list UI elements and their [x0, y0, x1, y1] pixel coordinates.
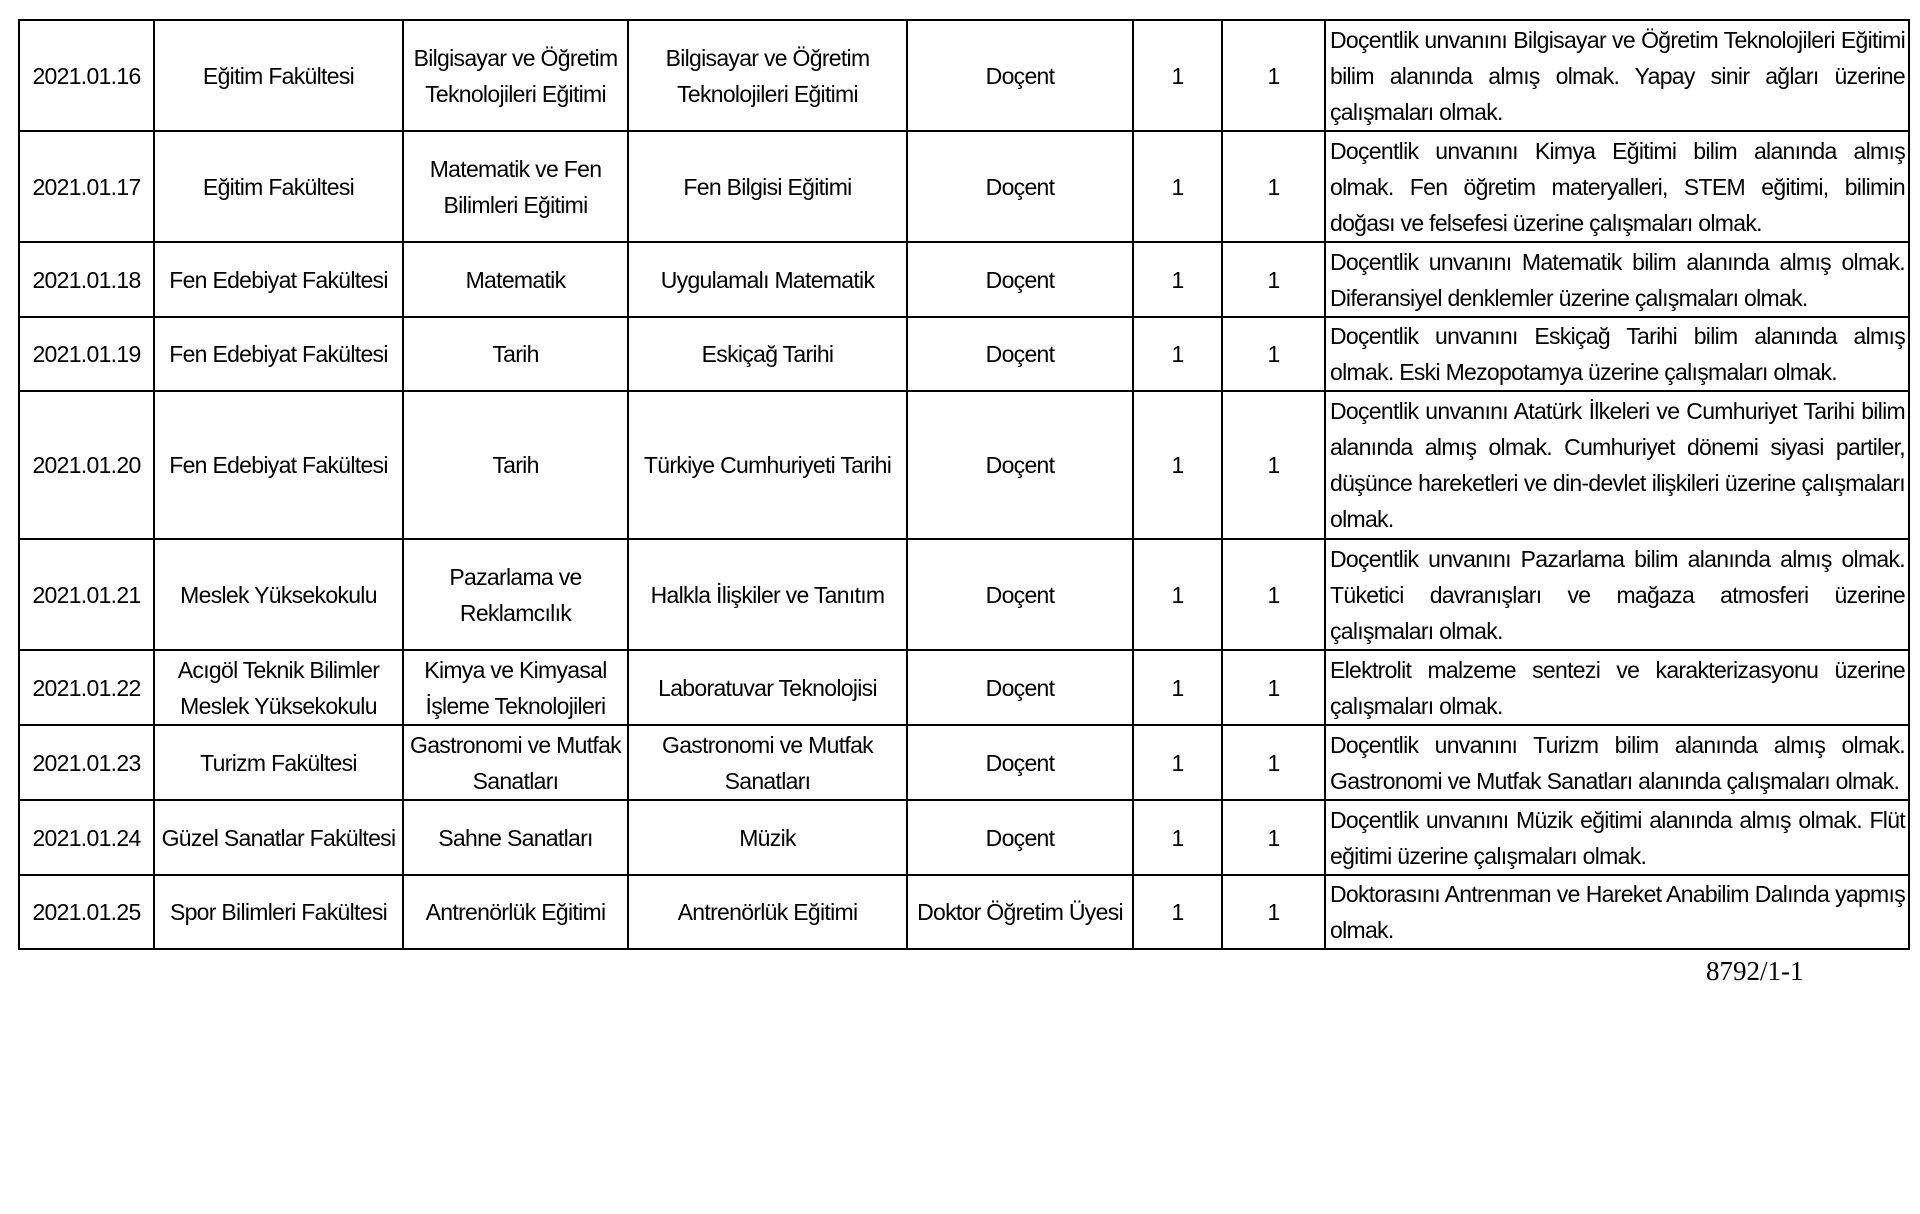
unit-cell: Fen Edebiyat Fakültesi: [154, 391, 403, 539]
academic-title-cell: Doktor Öğretim Üyesi: [907, 875, 1133, 949]
position-count-cell: 1: [1133, 875, 1222, 949]
academic-title-cell: Doçent: [907, 20, 1133, 131]
unit-cell: Spor Bilimleri Fakültesi: [154, 875, 403, 949]
requirement-cell: Doçentlik unvanını Atatürk İlkeleri ve Cumhuriyet Tarihi bilim alanında almış olmak. Cumhuriyet dönemi siyasi partiler, düşünce hareketleri ve din-devlet ilişkileri üzerine çalışmaları olmak.: [1325, 391, 1909, 539]
unit-cell: Fen Edebiyat Fakültesi: [154, 242, 403, 317]
table-row: [19, 242, 1909, 317]
position-code-cell: 2021.01.20: [19, 391, 154, 539]
program-cell: Bilgisayar ve Öğretim Teknolojileri Eğitimi: [628, 20, 907, 131]
table-row: [19, 800, 1909, 875]
position-count-cell: 1: [1133, 800, 1222, 875]
position-code-cell: 2021.01.18: [19, 242, 154, 317]
table-row: [19, 875, 1909, 949]
position-code-cell: 2021.01.24: [19, 800, 154, 875]
department-cell: Bilgisayar ve Öğretim Teknolojileri Eğitimi: [403, 20, 628, 131]
position-code-cell: 2021.01.22: [19, 650, 154, 725]
program-cell: Müzik: [628, 800, 907, 875]
unit-cell: Güzel Sanatlar Fakültesi: [154, 800, 403, 875]
academic-title-cell: Doçent: [907, 539, 1133, 650]
requirement-cell: Doçentlik unvanını Müzik eğitimi alanında almış olmak. Flüt eğitimi üzerine çalışmaları olmak.: [1325, 800, 1909, 875]
academic-title-cell: Doçent: [907, 317, 1133, 391]
unit-cell: Acıgöl Teknik Bilimler Meslek Yüksekokulu: [154, 650, 403, 725]
requirement-cell: Doçentlik unvanını Kimya Eğitimi bilim alanında almış olmak. Fen öğretim materyalleri, STEM eğitimi, bilimin doğası ve felsefesi üzerine çalışmaları olmak.: [1325, 131, 1909, 242]
program-cell: Antrenörlük Eğitimi: [628, 875, 907, 949]
unit-cell: Eğitim Fakültesi: [154, 131, 403, 242]
staff-count-cell: 1: [1222, 317, 1325, 391]
table-row: [19, 539, 1909, 650]
unit-cell: Fen Edebiyat Fakültesi: [154, 317, 403, 391]
position-code-cell: 2021.01.19: [19, 317, 154, 391]
academic-title-cell: Doçent: [907, 391, 1133, 539]
requirement-cell: Doçentlik unvanını Matematik bilim alanında almış olmak. Diferansiyel denklemler üzerine çalışmaları olmak.: [1325, 242, 1909, 317]
department-cell: Matematik ve Fen Bilimleri Eğitimi: [403, 131, 628, 242]
position-count-cell: 1: [1133, 650, 1222, 725]
department-cell: Tarih: [403, 391, 628, 539]
page-number: 8792/1-1: [1706, 956, 1804, 986]
unit-cell: Meslek Yüksekokulu: [154, 539, 403, 650]
staff-count-cell: 1: [1222, 650, 1325, 725]
position-count-cell: 1: [1133, 539, 1222, 650]
program-cell: Fen Bilgisi Eğitimi: [628, 131, 907, 242]
program-cell: Eskiçağ Tarihi: [628, 317, 907, 391]
requirement-cell: Doçentlik unvanını Pazarlama bilim alanında almış olmak. Tüketici davranışları ve mağaza atmosferi üzerine çalışmaları olmak.: [1325, 539, 1909, 650]
table-row: [19, 725, 1909, 800]
academic-title-cell: Doçent: [907, 242, 1133, 317]
staff-count-cell: 1: [1222, 875, 1325, 949]
position-count-cell: 1: [1133, 317, 1222, 391]
staff-count-cell: 1: [1222, 242, 1325, 317]
table-row: [19, 317, 1909, 391]
table-row: [19, 391, 1909, 539]
position-count-cell: 1: [1133, 725, 1222, 800]
staff-count-cell: 1: [1222, 725, 1325, 800]
staff-count-cell: 1: [1222, 131, 1325, 242]
table-row: [19, 131, 1909, 242]
table-row: [19, 650, 1909, 725]
department-cell: Kimya ve Kimyasal İşleme Teknolojileri: [403, 650, 628, 725]
academic-title-cell: Doçent: [907, 650, 1133, 725]
academic-title-cell: Doçent: [907, 725, 1133, 800]
table-row: [19, 20, 1909, 131]
program-cell: Halkla İlişkiler ve Tanıtım: [628, 539, 907, 650]
requirement-cell: Doçentlik unvanını Turizm bilim alanında almış olmak. Gastronomi ve Mutfak Sanatları alanında çalışmaları olmak.: [1325, 725, 1909, 800]
position-code-cell: 2021.01.21: [19, 539, 154, 650]
department-cell: Gastronomi ve Mutfak Sanatları: [403, 725, 628, 800]
requirement-cell: Doçentlik unvanını Eskiçağ Tarihi bilim alanında almış olmak. Eski Mezopotamya üzerine çalışmaları olmak.: [1325, 317, 1909, 391]
position-count-cell: 1: [1133, 242, 1222, 317]
positions-table-body: [19, 20, 1909, 949]
staff-count-cell: 1: [1222, 391, 1325, 539]
position-code-cell: 2021.01.17: [19, 131, 154, 242]
program-cell: Uygulamalı Matematik: [628, 242, 907, 317]
staff-count-cell: 1: [1222, 539, 1325, 650]
department-cell: Sahne Sanatları: [403, 800, 628, 875]
position-count-cell: 1: [1133, 391, 1222, 539]
department-cell: Tarih: [403, 317, 628, 391]
unit-cell: Eğitim Fakültesi: [154, 20, 403, 131]
position-code-cell: 2021.01.23: [19, 725, 154, 800]
department-cell: Antrenörlük Eğitimi: [403, 875, 628, 949]
unit-cell: Turizm Fakültesi: [154, 725, 403, 800]
position-count-cell: 1: [1133, 131, 1222, 242]
position-count-cell: 1: [1133, 20, 1222, 131]
position-code-cell: 2021.01.25: [19, 875, 154, 949]
department-cell: Matematik: [403, 242, 628, 317]
staff-count-cell: 1: [1222, 800, 1325, 875]
program-cell: Laboratuvar Teknolojisi: [628, 650, 907, 725]
positions-table: [18, 19, 1910, 950]
program-cell: Gastronomi ve Mutfak Sanatları: [628, 725, 907, 800]
academic-title-cell: Doçent: [907, 131, 1133, 242]
academic-title-cell: Doçent: [907, 800, 1133, 875]
position-code-cell: 2021.01.16: [19, 20, 154, 131]
program-cell: Türkiye Cumhuriyeti Tarihi: [628, 391, 907, 539]
requirement-cell: Elektrolit malzeme sentezi ve karakterizasyonu üzerine çalışmaları olmak.: [1325, 650, 1909, 725]
department-cell: Pazarlama ve Reklamcılık: [403, 539, 628, 650]
requirement-cell: Doçentlik unvanını Bilgisayar ve Öğretim Teknolojileri Eğitimi bilim alanında almış olmak. Yapay sinir ağları üzerine çalışmaları olmak.: [1325, 20, 1909, 131]
requirement-cell: Doktorasını Antrenman ve Hareket Anabilim Dalında yapmış olmak.: [1325, 875, 1909, 949]
staff-count-cell: 1: [1222, 20, 1325, 131]
